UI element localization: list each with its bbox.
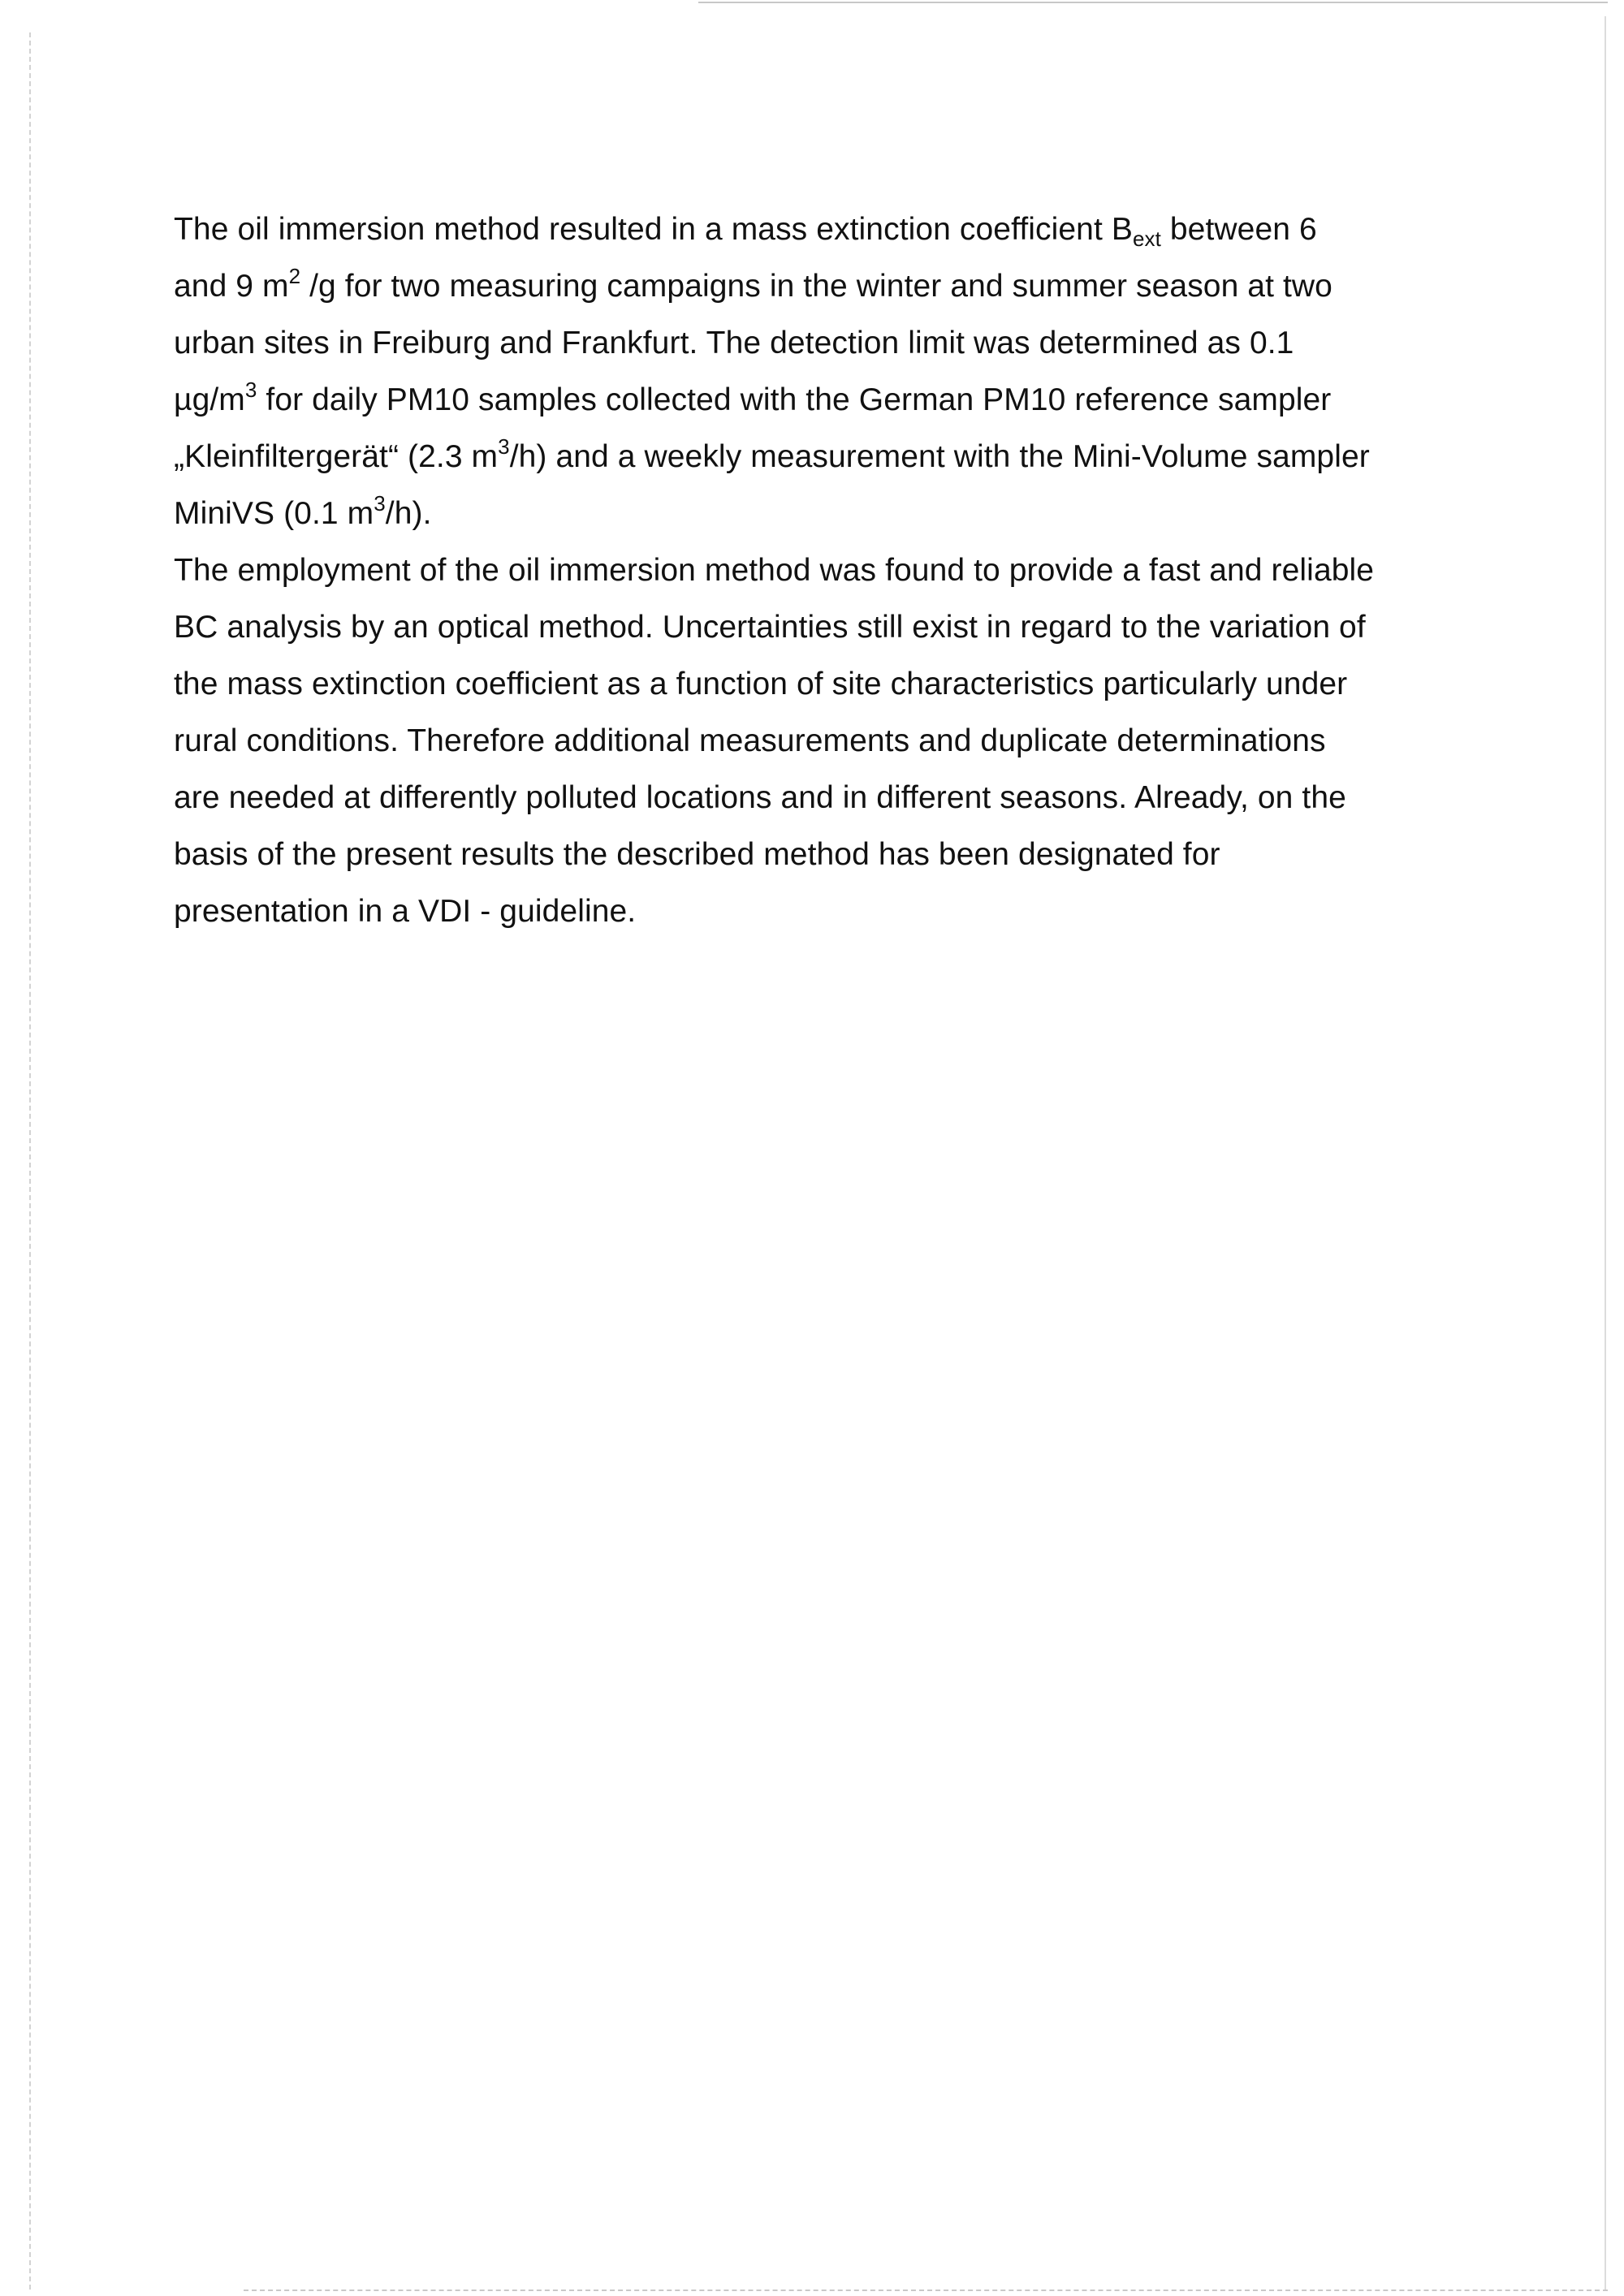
text-span: are needed at differently polluted locations and in different seasons. Already, on the [174,780,1346,815]
text-span: µg/m [174,382,245,417]
text-line [174,770,1440,826]
text-line [174,826,1440,883]
text-span: and 9 m [174,269,289,304]
text-span: BC analysis by an optical method. Uncertainties still exist in regard to the variation of [174,610,1366,645]
scan-edge-right [1605,16,1606,2290]
superscript: 3 [244,378,257,402]
text-span: rural conditions. Therefore additional measurements and duplicate determinations [174,723,1326,758]
scan-edge-bottom [244,2290,1608,2291]
text-line [174,258,1440,315]
text-line [174,542,1440,599]
paragraph-results [174,201,1440,542]
text-span: The employment of the oil immersion method was found to provide a fast and reliable [174,553,1375,588]
scan-edge-top [698,2,1608,3]
scan-edge-left [29,32,31,2290]
text-span: The oil immersion method resulted in a mass extinction coefficient B [174,212,1133,247]
text-span: /g for two measuring campaigns in the winter and summer season at two [300,269,1332,304]
text-line [174,201,1440,258]
text-line [174,429,1440,486]
superscript: 3 [374,491,386,516]
text-line [174,883,1440,940]
text-line [174,656,1440,713]
text-span: presentation in a VDI - guideline. [174,894,637,929]
superscript: 2 [288,264,301,288]
text-span: basis of the present results the described method has been designated for [174,837,1220,872]
superscript: 3 [498,434,510,459]
text-line [174,599,1440,656]
text-span: „Kleinfiltergerät“ (2.3 m [174,439,499,474]
text-span: for daily PM10 samples collected with the German PM10 reference sampler [257,382,1332,417]
text-span: /h) and a weekly measurement with the Mini-Volume sampler [509,439,1370,474]
text-span: urban sites in Freiburg and Frankfurt. The detection limit was determined as 0.1 [174,326,1294,360]
text-line [174,315,1440,372]
text-line [174,372,1440,429]
paragraph-conclusion [174,542,1440,940]
text-line [174,486,1440,542]
body-text [174,201,1440,940]
subscript: ext [1132,227,1161,251]
text-span: the mass extinction coefficient as a function of site characteristics particularly under [174,667,1348,701]
text-span: between 6 [1160,212,1317,247]
text-span: /h). [385,496,432,531]
text-line [174,713,1440,770]
text-span: MiniVS (0.1 m [174,496,374,531]
